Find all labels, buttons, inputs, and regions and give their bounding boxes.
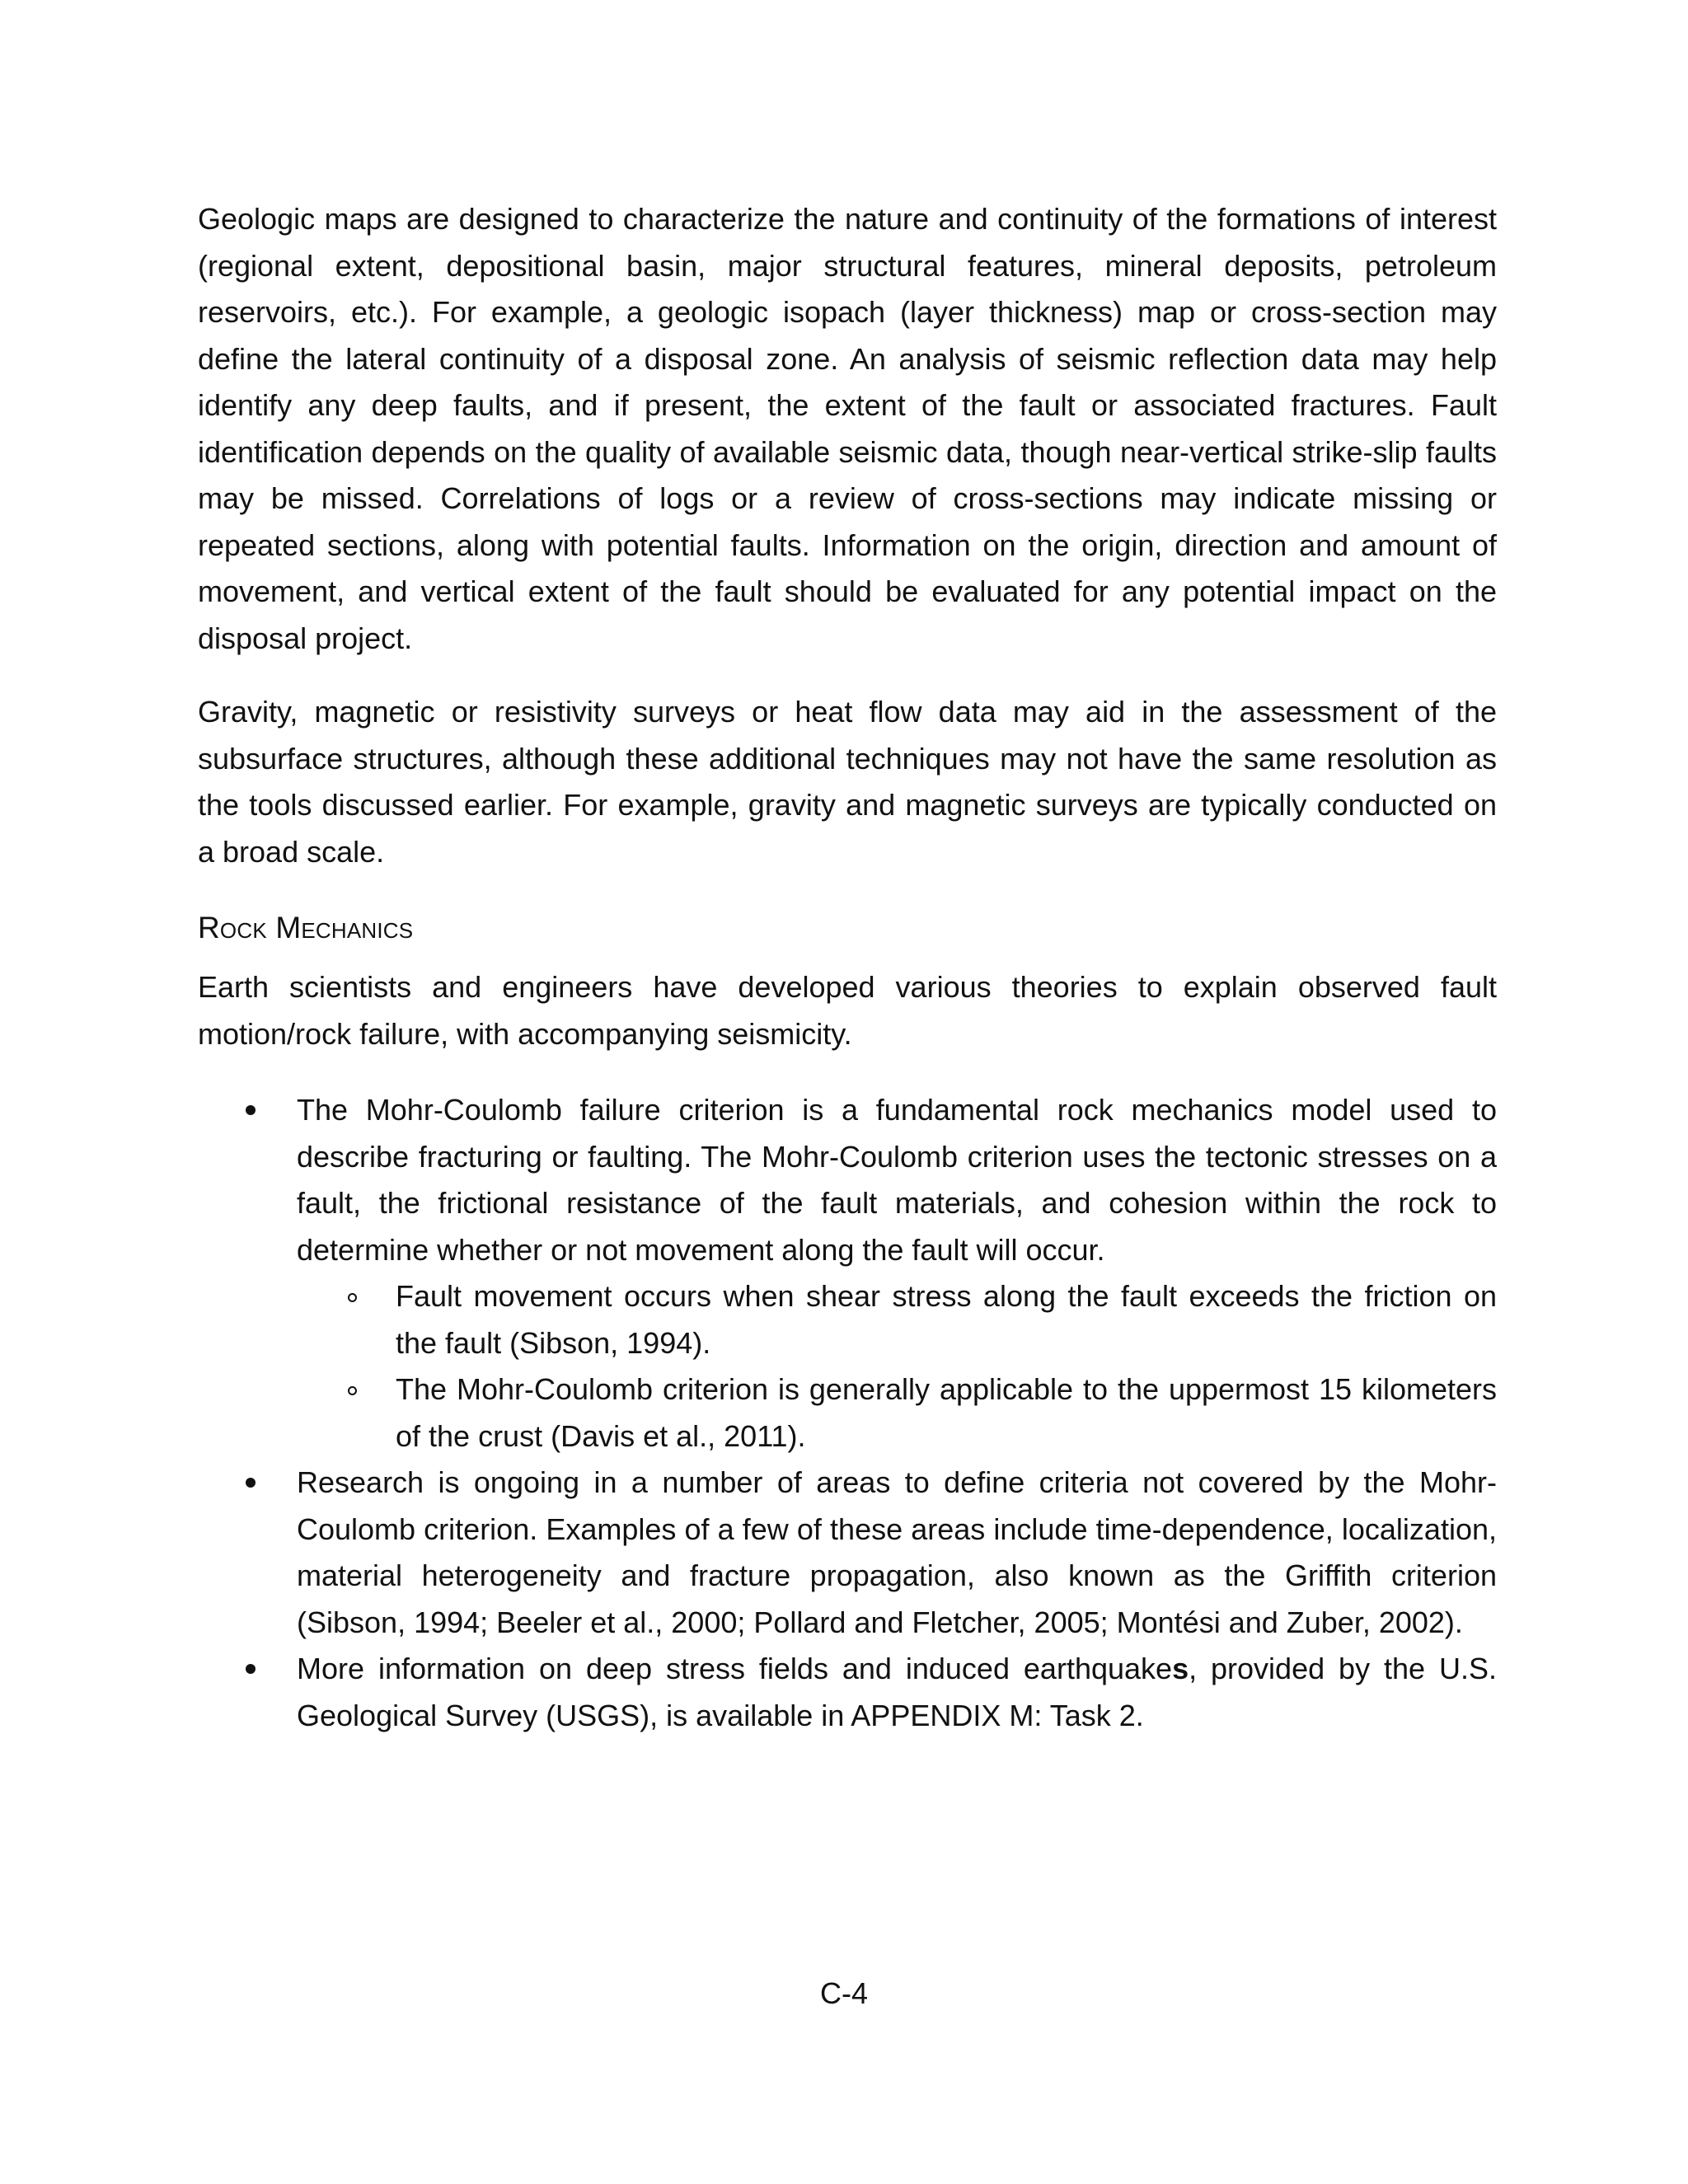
list-item	[297, 1366, 1497, 1460]
sub-bullet-icon	[348, 1386, 357, 1395]
bullet-text-research: Research is ongoing in a number of areas to define criteria not covered by the Mohr-Coulomb criterion. Examples of a few of these areas include time-dependence, localization, material heterogeneity and fracture propagation, also known as the Griffith criterion (Sibson, 1994; Beeler et al., 2000; Pollard and Fletcher, 2005; Montési and Zuber, 2002).	[297, 1465, 1497, 1639]
list-item	[198, 1646, 1497, 1739]
bullet-icon	[246, 1105, 256, 1115]
page-number: C-4	[819, 1976, 868, 2010]
bullet-icon	[246, 1478, 256, 1488]
sub-bullet-icon	[348, 1293, 357, 1302]
section-heading-rock-mechanics: Rock Mechanics	[198, 911, 414, 944]
bullet-text-part: , provided by the U.S. Geological Survey (USGS), is available in APPENDIX M: Task 2.	[297, 1652, 1497, 1732]
list-item	[297, 1273, 1497, 1366]
bullet-icon	[246, 1664, 256, 1674]
sub-bullet-list	[297, 1273, 1497, 1460]
bullet-text-bold-letter: s	[1172, 1652, 1189, 1685]
bullet-text-more-information	[297, 1646, 1497, 1739]
list-item	[198, 1460, 1497, 1646]
paragraph-geologic-maps: Geologic maps are designed to characterize the nature and continuity of the formations of interest (regional extent, depositional basin, major structural features, mineral deposits, petroleum reservoirs, etc.). For example, a geologic isopach (layer thickness) map or cross-section may define the lateral continuity of a disposal zone. An analysis of seismic reflection data may help identify any deep faults, and if present, the extent of the fault or associated fractures. Fault identification depends on the quality of available seismic data, though near-vertical strike-slip faults may be missed. Correlations of logs or a review of cross-sections may indicate missing or repeated sections, along with potential faults. Information on the origin, direction and amount of movement, and vertical extent of the fault should be evaluated for any potential impact on the disposal project.	[198, 202, 1497, 655]
paragraph-rock-mechanics-intro: Earth scientists and engineers have developed various theories to explain observed fault motion/rock failure, with accompanying seismicity.	[198, 970, 1497, 1051]
bullet-text-part: More information on deep stress fields and induced earthquake	[297, 1652, 1173, 1685]
sub-bullet-text-applicability: The Mohr-Coulomb criterion is generally applicable to the uppermost 15 kilometers of the crust (Davis et al., 2011).	[396, 1372, 1497, 1453]
page-content	[198, 196, 1497, 1739]
list-item	[198, 1087, 1497, 1460]
paragraph-gravity-surveys: Gravity, magnetic or resistivity surveys or heat flow data may aid in the assessment of the subsurface structures, although these additional techniques may not have the same resolution as the tools discussed earlier. For example, gravity and magnetic surveys are typically conducted on a broad scale.	[198, 695, 1497, 869]
bullet-text-mohr-coulomb: The Mohr-Coulomb failure criterion is a fundamental rock mechanics model used to describe fracturing or faulting. The Mohr-Coulomb criterion uses the tectonic stresses on a fault, the frictional resistance of the fault materials, and cohesion within the rock to determine whether or not movement along the fault will occur.	[297, 1093, 1497, 1267]
bullet-list	[198, 1087, 1497, 1739]
sub-bullet-text-fault-movement: Fault movement occurs when shear stress along the fault exceeds the friction on the fault (Sibson, 1994).	[396, 1279, 1497, 1360]
